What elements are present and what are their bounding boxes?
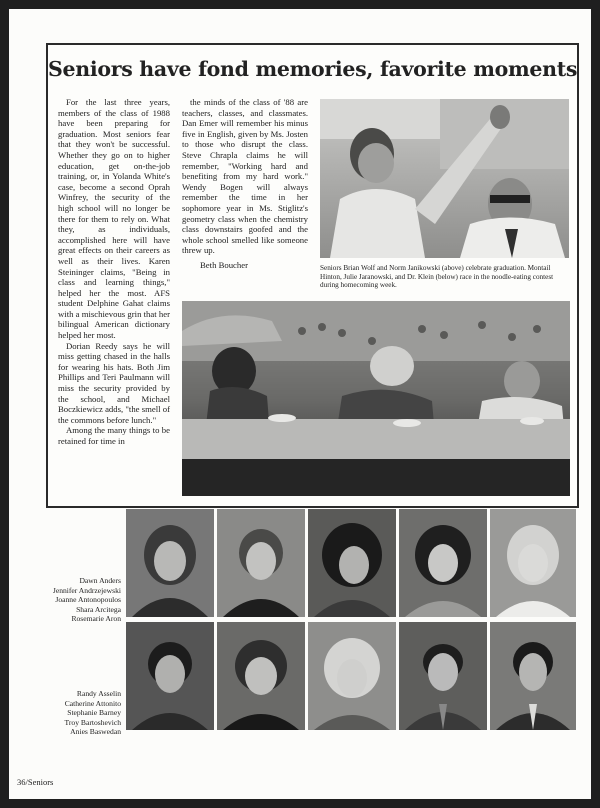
- byline: Beth Boucher: [200, 259, 249, 270]
- page-title: Seniors have fond memories, favorite moments: [48, 57, 578, 81]
- student-name: Dawn Anders: [79, 576, 121, 585]
- article-paragraph: Among the many things to be retained for time in: [58, 425, 170, 446]
- article-paragraph: Dorian Reedy says he will miss getting chased in the halls for wearing his hats. Both Jim Phillips and Teri Paulmann will miss the security provided by the school, and Michael Boczkiewicz adds, "the smell of the commons before lunch.": [58, 340, 170, 425]
- article-column-1: [58, 97, 170, 447]
- portrait-photo: [126, 622, 214, 730]
- article-paragraph: the minds of the class of '88 are teachers, classes, and classmates. Dan Emer will remember his minus five in English, given by Ms. Josten to those who disrupt the class. Steve Chrapla claims he will remember, "Working hard and benefiting from my hard work." Wendy Bogen will always remember the time in her sophomore year in Ms. Stiglitz's geometry class when the chemistry class downstairs goofed and the whole school smelled like someone threw up.: [182, 97, 308, 256]
- portrait-photo: [399, 509, 487, 617]
- portrait-photo: [308, 509, 396, 617]
- student-name: Troy Bartoshevich: [64, 717, 121, 727]
- student-name: Joanne Antonopoulos: [55, 595, 121, 605]
- article-paragraph: For the last three years, members of the class of 1988 have been preparing for graduation. Most seniors fear that they won't be successful. Whether they go on to higher education, get on-the-job training, or, in Yolanda White's case, become a second Oprah Winfrey, the security of the high school will no longer be there for them to rely on. What they, as individuals, accomplished here will have great effects on their careers as well as their lives. Karen Steininger claims, "Being in class and learning things," helped her the most. AFS student Delphine Gahat claims with a mischievous grin that her bilingual American dictionary helped her most.: [58, 97, 170, 341]
- student-name: Anies Baswedan: [70, 727, 121, 737]
- portrait-photo: [399, 622, 487, 730]
- portrait-names-row-1: [39, 576, 121, 624]
- portrait-photo: [217, 622, 305, 730]
- portrait-photo: [490, 509, 576, 617]
- student-name: Randy Asselin: [76, 689, 121, 698]
- feature-box: [46, 43, 579, 508]
- photo-caption: Seniors Brian Wolf and Norm Janikowski (above) celebrate graduation. Montail Hinton, Julie Jaranowski, and Dr. Klein (below) race in the noodle-eating contest during homecoming week.: [320, 264, 554, 290]
- portrait-names-row-2: [39, 689, 121, 737]
- student-name: Jennifer Andrzejewski: [52, 585, 121, 595]
- student-name: Stephanie Barney: [67, 708, 121, 718]
- portrait-photo: [308, 622, 396, 730]
- article-column-2: [182, 97, 308, 271]
- student-name: Shara Arcitega: [76, 604, 121, 614]
- yearbook-page: [9, 9, 591, 799]
- student-name: Rosemarie Aron: [71, 614, 121, 624]
- student-name: Catherine Attonito: [64, 698, 121, 708]
- graduation-celebration-photo: [320, 99, 569, 258]
- portrait-photo: [490, 622, 576, 730]
- noodle-contest-photo: [182, 301, 570, 496]
- portrait-photo: [217, 509, 305, 617]
- portrait-photo: [126, 509, 214, 617]
- page-folio: 36/Seniors: [17, 777, 54, 787]
